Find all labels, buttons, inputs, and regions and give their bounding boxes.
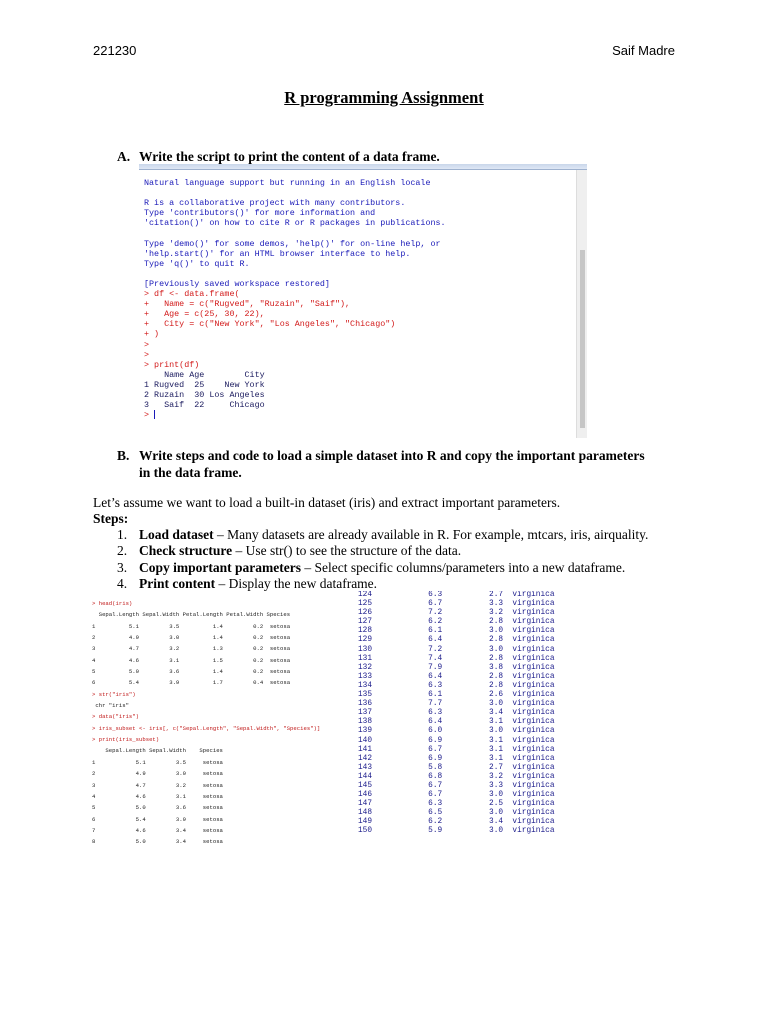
r-output-line: 5 5.0 3.6 setosa bbox=[92, 804, 223, 812]
r-output-line: 4 4.6 3.1 1.5 0.2 setosa bbox=[92, 656, 291, 664]
r-output-line: 148 6.5 3.0 virginica bbox=[358, 809, 555, 818]
r-output-line: 133 6.4 2.8 virginica bbox=[358, 672, 555, 681]
r-output-line: 136 7.7 3.0 virginica bbox=[358, 700, 555, 709]
r-output-line: 130 7.2 3.0 virginica bbox=[358, 645, 555, 654]
r-output-line: 141 6.7 3.1 virginica bbox=[358, 745, 555, 754]
header-author: Saif Madre bbox=[612, 43, 675, 58]
r-input-line: > data("iris") bbox=[92, 713, 139, 721]
r-output-line: 145 6.7 3.3 virginica bbox=[358, 781, 555, 790]
question-b bbox=[117, 448, 677, 482]
r-output-line: 143 5.8 2.7 virginica bbox=[358, 763, 555, 772]
step-text bbox=[139, 576, 377, 592]
r-output-line: 6 5.4 3.9 1.7 0.4 setosa bbox=[92, 679, 291, 687]
r-output-line: 2 4.9 3.0 setosa bbox=[92, 770, 223, 778]
header-id: 221230 bbox=[93, 43, 137, 58]
r-input-line: > iris_subset <- iris[, c("Sepal.Length", "Sepal.Width", "Species")] bbox=[92, 724, 321, 732]
r-output-line: 4 4.6 3.1 setosa bbox=[92, 792, 223, 800]
steps-heading: Steps: bbox=[93, 511, 129, 526]
step-number: 3. bbox=[117, 559, 128, 575]
r-output-line: 128 6.1 3.0 virginica bbox=[358, 627, 555, 636]
r-output-line: 125 6.7 3.3 virginica bbox=[358, 600, 555, 609]
console-titlebar bbox=[139, 164, 587, 170]
r-output-line: 147 6.3 2.5 virginica bbox=[358, 800, 555, 809]
scrollbar-thumb[interactable] bbox=[580, 250, 585, 428]
step-title: Print content bbox=[139, 575, 216, 591]
step-text bbox=[139, 543, 461, 559]
r-output-line: 6 5.4 3.9 setosa bbox=[92, 815, 223, 823]
question-a-label: A. bbox=[117, 149, 131, 164]
r-output-line: chr "iris" bbox=[92, 702, 129, 710]
r-output-line: 139 6.0 3.0 virginica bbox=[358, 727, 555, 736]
r-output-line: 8 5.0 3.4 setosa bbox=[92, 838, 223, 843]
r-output-line: 3 4.7 3.2 1.3 0.2 setosa bbox=[92, 645, 291, 653]
r-output-line: 1 5.1 3.5 1.4 0.2 setosa bbox=[92, 622, 291, 630]
console-scrollbar[interactable] bbox=[576, 170, 587, 438]
r-output-line: 137 6.3 3.4 virginica bbox=[358, 709, 555, 718]
r-output-line: 126 7.2 3.2 virginica bbox=[358, 609, 555, 618]
step-title: Copy important parameters bbox=[139, 559, 301, 575]
console-code-text: > df <- data.frame( + Name = c("Rugved", "Ruzain", "Saif"), + Age = c(25, 30, 22), + City = c("New York", "Los Angeles", "Chicago") + ) > > > print(df) bbox=[144, 289, 396, 370]
step-text bbox=[139, 560, 625, 576]
r-output-line: 144 6.8 3.2 virginica bbox=[358, 772, 555, 781]
r-output-line: Sepal.Length Sepal.Width Species bbox=[92, 747, 223, 755]
r-output-line: 5 5.0 3.6 1.4 0.2 setosa bbox=[92, 668, 291, 676]
r-output-line: 129 6.4 2.8 virginica bbox=[358, 636, 555, 645]
step-number: 4. bbox=[117, 575, 128, 591]
r-output-line: 150 5.9 3.0 virginica bbox=[358, 827, 555, 836]
question-b-text-line2: in the data frame. bbox=[139, 464, 242, 480]
page-title: R programming Assignment bbox=[284, 88, 484, 107]
console-startup-text: Natural language support but running in an English locale R is a collaborative project with many contributors. Type 'contributors()' for more information and 'citation()' on how to cite R or R packages in publications. Type 'demo()' for some demos, 'help()' for on-line help, or 'help.start()' for an HTML browser interface to help. Type 'q()' to quit R. [Previously saved workspace restored] bbox=[144, 178, 446, 289]
step-title: Load dataset bbox=[139, 527, 214, 542]
r-output-line: 1 5.1 3.5 setosa bbox=[92, 758, 223, 766]
r-output-line: 7 4.6 3.4 setosa bbox=[92, 826, 223, 834]
question-b-text-line1: Write steps and code to load a simple dataset into R and copy the important parameters bbox=[139, 448, 645, 463]
step-number: 2. bbox=[117, 543, 128, 559]
r-output-line: Sepal.Length Sepal.Width Petal.Length Petal.Width Species bbox=[92, 611, 291, 619]
r-output-line: 142 6.9 3.1 virginica bbox=[358, 754, 555, 763]
step-description: – Many datasets are already available in R. For example, mtcars, iris, airquality. bbox=[213, 527, 649, 542]
console-body bbox=[144, 178, 573, 420]
r-output-line: 2 4.9 3.0 1.4 0.2 setosa bbox=[92, 634, 291, 642]
step-text bbox=[139, 527, 648, 543]
r-output-line: 3 4.7 3.2 setosa bbox=[92, 781, 223, 789]
question-a-text: Write the script to print the content of a data frame. bbox=[139, 149, 440, 164]
step-description: – Display the new dataframe. bbox=[215, 575, 378, 591]
r-input-line: > head(iris) bbox=[92, 600, 133, 607]
step-description: – Use str() to see the structure of the data. bbox=[232, 543, 462, 559]
r-console-screenshot bbox=[139, 164, 587, 438]
r-output-line: 149 6.2 3.4 virginica bbox=[358, 818, 555, 827]
step-number: 1. bbox=[117, 527, 128, 542]
r-output-line: 135 6.1 2.6 virginica bbox=[358, 691, 555, 700]
r-output-iris-tail bbox=[358, 591, 590, 843]
r-output-line: 127 6.2 2.8 virginica bbox=[358, 618, 555, 627]
step-description: – Select specific columns/parameters into a new dataframe. bbox=[300, 559, 626, 575]
r-output-line: 131 7.4 2.8 virginica bbox=[358, 654, 555, 663]
r-output-line: 146 6.7 3.0 virginica bbox=[358, 791, 555, 800]
console-output-text: Name Age City 1 Rugved 25 New York 2 Ruzain 30 Los Angeles 3 Saif 22 Chicago bbox=[144, 369, 265, 411]
console-prompt: > bbox=[144, 410, 155, 421]
r-output-line: 132 7.9 3.8 virginica bbox=[358, 663, 555, 672]
r-output-line: 138 6.4 3.1 virginica bbox=[358, 718, 555, 727]
r-output-head-iris bbox=[92, 598, 342, 843]
intro-paragraph: Let’s assume we want to load a built-in dataset (iris) and extract important parameters. bbox=[93, 495, 561, 510]
r-input-line: > print(iris_subset) bbox=[92, 736, 160, 744]
r-output-line: 140 6.9 3.1 virginica bbox=[358, 736, 555, 745]
step-title: Check structure bbox=[139, 543, 233, 559]
r-output-line: 134 6.3 2.8 virginica bbox=[358, 681, 555, 690]
question-b-label: B. bbox=[117, 448, 130, 463]
r-output-line: 124 6.3 2.7 virginica bbox=[358, 591, 555, 599]
r-input-line: > str("iris") bbox=[92, 690, 136, 698]
cursor-icon bbox=[154, 410, 155, 419]
